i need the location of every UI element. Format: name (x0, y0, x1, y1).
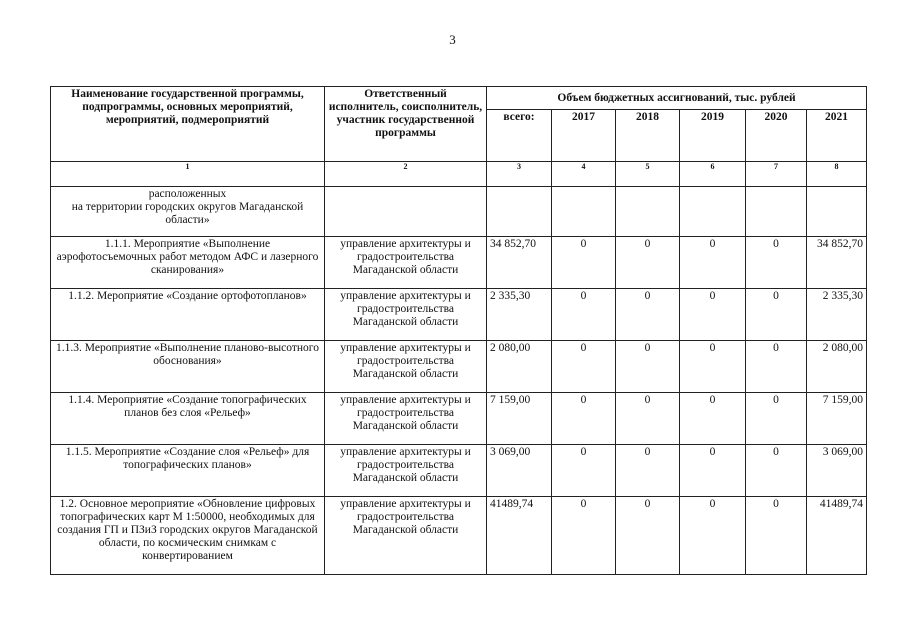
row-value-2017: 0 (552, 341, 616, 393)
row-total: 34 852,70 (487, 237, 552, 289)
row-value-2020: 0 (746, 445, 807, 497)
row-total: 2 080,00 (487, 341, 552, 393)
header-year-2020: 2020 (746, 110, 807, 162)
row-value-2021: 3 069,00 (807, 445, 867, 497)
row-value-2021 (807, 187, 867, 237)
column-number: 4 (552, 162, 616, 187)
row-value-2019: 0 (680, 237, 746, 289)
column-number: 3 (487, 162, 552, 187)
table-row (51, 237, 867, 289)
row-responsible: управление архитектуры и градостроительства Магаданской области (325, 289, 487, 341)
row-value-2020: 0 (746, 289, 807, 341)
row-name: расположенных на территории городских округов Магаданской области» (51, 187, 325, 237)
row-value-2019: 0 (680, 445, 746, 497)
column-number-row (51, 162, 867, 187)
row-value-2021: 2 335,30 (807, 289, 867, 341)
row-value-2017: 0 (552, 393, 616, 445)
column-number: 6 (680, 162, 746, 187)
table-row (51, 187, 867, 237)
row-value-2020: 0 (746, 237, 807, 289)
row-value-2017: 0 (552, 289, 616, 341)
row-responsible: управление архитектуры и градостроительства Магаданской области (325, 393, 487, 445)
header-row-top (51, 87, 867, 110)
row-value-2019: 0 (680, 341, 746, 393)
row-value-2019: 0 (680, 393, 746, 445)
table-row (51, 497, 867, 575)
row-value-2018: 0 (616, 393, 680, 445)
row-total: 7 159,00 (487, 393, 552, 445)
row-responsible: управление архитектуры и градостроительства Магаданской области (325, 341, 487, 393)
row-value-2020: 0 (746, 497, 807, 575)
row-responsible: управление архитектуры и градостроительства Магаданской области (325, 237, 487, 289)
budget-table (50, 86, 867, 575)
column-number: 5 (616, 162, 680, 187)
header-name: Наименование государственной программы, подпрограммы, основных мероприятий, мероприятий, подмероприятий (51, 87, 325, 162)
row-name: 1.1.3. Мероприятие «Выполнение планово-высотного обоснования» (51, 341, 325, 393)
table-row (51, 393, 867, 445)
row-name: 1.1.5. Мероприятие «Создание слоя «Рельеф» для топографических планов» (51, 445, 325, 497)
row-value-2019: 0 (680, 289, 746, 341)
row-value-2017: 0 (552, 445, 616, 497)
header-year-2019: 2019 (680, 110, 746, 162)
header-budget: Объем бюджетных ассигнований, тыс. рублей (487, 87, 867, 110)
row-total (487, 187, 552, 237)
row-name: 1.1.4. Мероприятие «Создание топографических планов без слоя «Рельеф» (51, 393, 325, 445)
header-responsible: Ответственный исполнитель, соисполнитель, участник государственной программы (325, 87, 487, 162)
table-row (51, 289, 867, 341)
row-value-2020 (746, 187, 807, 237)
row-value-2021: 41489,74 (807, 497, 867, 575)
row-value-2018: 0 (616, 289, 680, 341)
row-total: 41489,74 (487, 497, 552, 575)
column-number: 1 (51, 162, 325, 187)
row-value-2019: 0 (680, 497, 746, 575)
row-responsible: управление архитектуры и градостроительства Магаданской области (325, 497, 487, 575)
row-value-2020: 0 (746, 393, 807, 445)
row-name: 1.1.1. Мероприятие «Выполнение аэрофотосъемочных работ методом АФС и лазерного сканирования» (51, 237, 325, 289)
row-value-2021: 34 852,70 (807, 237, 867, 289)
row-value-2017 (552, 187, 616, 237)
row-value-2020: 0 (746, 341, 807, 393)
row-value-2018 (616, 187, 680, 237)
row-value-2017: 0 (552, 237, 616, 289)
row-value-2018: 0 (616, 341, 680, 393)
column-number: 8 (807, 162, 867, 187)
column-number: 2 (325, 162, 487, 187)
row-value-2019 (680, 187, 746, 237)
row-responsible: управление архитектуры и градостроительства Магаданской области (325, 445, 487, 497)
row-name: 1.2. Основное мероприятие «Обновление цифровых топографических карт М 1:50000, необходимых для создания ГП и ПЗиЗ городских округов Магаданской области, по космическим снимкам с конвертированием (51, 497, 325, 575)
row-name: 1.1.2. Мероприятие «Создание ортофотопланов» (51, 289, 325, 341)
row-value-2021: 7 159,00 (807, 393, 867, 445)
table-row (51, 445, 867, 497)
header-total: всего: (487, 110, 552, 162)
page-number: 3 (449, 32, 456, 47)
row-responsible (325, 187, 487, 237)
row-value-2018: 0 (616, 497, 680, 575)
row-value-2018: 0 (616, 445, 680, 497)
header-year-2017: 2017 (552, 110, 616, 162)
header-year-2018: 2018 (616, 110, 680, 162)
row-total: 2 335,30 (487, 289, 552, 341)
header-year-2021: 2021 (807, 110, 867, 162)
row-value-2018: 0 (616, 237, 680, 289)
row-value-2021: 2 080,00 (807, 341, 867, 393)
row-total: 3 069,00 (487, 445, 552, 497)
column-number: 7 (746, 162, 807, 187)
row-value-2017: 0 (552, 497, 616, 575)
table-row (51, 341, 867, 393)
